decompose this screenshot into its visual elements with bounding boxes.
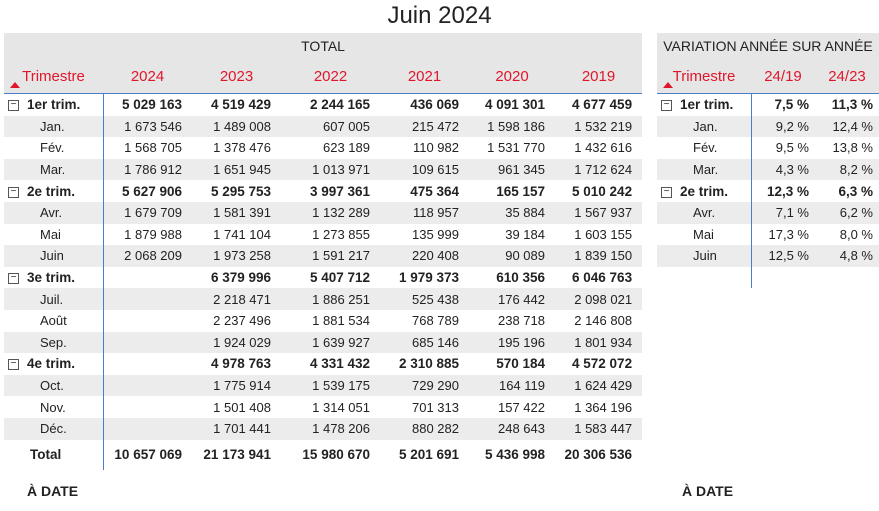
row-label-text: Jan. bbox=[40, 118, 65, 134]
minus-box-icon[interactable]: − bbox=[661, 100, 672, 111]
value-cell: 610 356 bbox=[496, 270, 545, 286]
row-label[interactable] bbox=[4, 267, 103, 289]
value-cell bbox=[103, 310, 192, 332]
value-cell: 4 572 072 bbox=[572, 356, 633, 372]
value-cell: 2 098 021 bbox=[555, 288, 642, 310]
value-cell: 1 581 391 bbox=[192, 202, 281, 224]
total-table bbox=[4, 33, 642, 470]
value-cell: 1 532 219 bbox=[555, 116, 642, 138]
year-header-2020[interactable]: 2020 bbox=[469, 59, 555, 94]
month-row bbox=[4, 418, 642, 440]
month-row bbox=[657, 137, 879, 159]
value-cell: 1 583 447 bbox=[555, 418, 642, 440]
value-cell: 5 029 163 bbox=[121, 97, 182, 113]
value-cell: 135 999 bbox=[412, 226, 459, 242]
value-cell: 118 957 bbox=[380, 202, 469, 224]
row-label bbox=[4, 288, 103, 310]
row-label-text: Mar. bbox=[40, 162, 66, 178]
year-header-2019[interactable]: 2019 bbox=[555, 59, 642, 94]
value-cell: 2 310 885 bbox=[398, 356, 459, 372]
row-label-text: 1er trim. bbox=[27, 97, 81, 113]
quarter-row bbox=[4, 353, 642, 375]
month-row bbox=[4, 202, 642, 224]
value-cell: 4 331 432 bbox=[309, 356, 370, 372]
sort-up-caret-icon[interactable] bbox=[10, 82, 20, 88]
adate-variation-label: À DATE bbox=[682, 483, 734, 499]
minus-box-icon[interactable]: − bbox=[8, 100, 19, 111]
value-cell bbox=[103, 288, 192, 310]
total-row bbox=[4, 440, 642, 470]
row-label-text: Jan. bbox=[693, 118, 718, 134]
value-cell: 1 741 104 bbox=[213, 226, 271, 242]
value-cell: 623 189 bbox=[323, 140, 370, 156]
total-value: 20 306 536 bbox=[564, 447, 633, 462]
value-cell: 1 531 770 bbox=[487, 140, 545, 156]
value-cell bbox=[103, 353, 192, 375]
value-cell: 6,2 % bbox=[815, 202, 879, 224]
value-cell: 7,1 % bbox=[751, 202, 815, 224]
value-cell: 2 068 209 bbox=[103, 245, 192, 267]
value-cell: 1 489 008 bbox=[192, 116, 281, 138]
row-label-text: Nov. bbox=[40, 399, 66, 415]
row-label-text: Juil. bbox=[40, 291, 64, 307]
value-cell: 1 378 476 bbox=[213, 140, 271, 156]
value-cell: 6,3 % bbox=[838, 183, 873, 199]
row-label bbox=[657, 202, 751, 224]
row-label-text: Fév. bbox=[693, 140, 718, 156]
variation-group-header: VARIATION ANNÉE SUR ANNÉE bbox=[657, 33, 879, 59]
row-label-text: 2e trim. bbox=[27, 183, 76, 199]
total-value: 15 980 670 bbox=[302, 447, 370, 462]
value-cell: 8,2 % bbox=[815, 159, 879, 181]
row-label bbox=[4, 245, 103, 267]
value-cell: 685 146 bbox=[380, 332, 469, 354]
row-label-text: Déc. bbox=[40, 421, 67, 437]
value-cell: 4 978 763 bbox=[210, 356, 271, 372]
value-cell: 1 775 914 bbox=[192, 375, 281, 397]
row-label-text: Août bbox=[40, 313, 67, 329]
value-cell: 9,2 % bbox=[751, 116, 815, 138]
row-label bbox=[4, 159, 103, 181]
quarter-row bbox=[657, 180, 879, 202]
filler-cell bbox=[751, 267, 815, 289]
row-label-text: 1er trim. bbox=[680, 97, 734, 113]
filler-label bbox=[657, 267, 751, 289]
month-row bbox=[4, 116, 642, 138]
month-row bbox=[4, 310, 642, 332]
row-label-text: Mar. bbox=[693, 162, 719, 178]
value-cell: 8,0 % bbox=[839, 226, 873, 242]
value-cell: 1 567 937 bbox=[555, 202, 642, 224]
row-label-text: 2e trim. bbox=[680, 183, 729, 199]
row-label-text: Mai bbox=[693, 226, 714, 242]
filler-cell bbox=[815, 267, 879, 289]
row-label-text: Fév. bbox=[40, 140, 65, 156]
value-cell bbox=[103, 375, 192, 397]
value-cell: 90 089 bbox=[469, 245, 555, 267]
value-cell: 5 295 753 bbox=[210, 183, 271, 199]
value-cell: 1 568 705 bbox=[124, 140, 182, 156]
value-cell: 607 005 bbox=[281, 116, 380, 138]
year-header-2021[interactable]: 2021 bbox=[380, 59, 469, 94]
month-row bbox=[4, 137, 642, 159]
row-label bbox=[4, 375, 103, 397]
value-cell: 6 046 763 bbox=[572, 270, 633, 286]
value-cell: 248 643 bbox=[469, 418, 555, 440]
value-cell: 1 432 616 bbox=[574, 140, 633, 156]
value-cell bbox=[103, 396, 192, 418]
row-label-text: Avr. bbox=[40, 205, 63, 221]
row-label-text: Oct. bbox=[40, 378, 64, 394]
quarter-row bbox=[4, 180, 642, 202]
value-cell: 39 184 bbox=[505, 226, 545, 242]
minus-box-icon[interactable]: − bbox=[8, 187, 19, 198]
value-cell: 570 184 bbox=[496, 356, 545, 372]
value-cell: 1 886 251 bbox=[281, 288, 380, 310]
value-cell bbox=[103, 418, 192, 440]
row-label bbox=[4, 310, 103, 332]
page-title: Juin 2024 bbox=[387, 2, 492, 29]
value-cell bbox=[103, 267, 192, 289]
value-cell: 2 244 165 bbox=[309, 97, 370, 113]
value-cell: 13,8 % bbox=[832, 140, 873, 156]
value-cell bbox=[103, 332, 192, 354]
value-cell: 525 438 bbox=[380, 288, 469, 310]
row-label bbox=[657, 245, 751, 267]
row-label-text: Sep. bbox=[40, 334, 67, 350]
value-cell: 11,3 % bbox=[831, 97, 873, 113]
row-label-text: 4e trim. bbox=[27, 356, 76, 372]
value-cell: 1 539 175 bbox=[281, 375, 380, 397]
trimestre-column-header[interactable]: Trimestre bbox=[657, 59, 751, 94]
value-cell: 1 881 534 bbox=[312, 313, 370, 329]
row-label bbox=[4, 202, 103, 224]
value-cell: 1 314 051 bbox=[312, 399, 370, 415]
value-cell: 1 624 429 bbox=[555, 375, 642, 397]
value-cell: 1 478 206 bbox=[281, 418, 380, 440]
value-cell: 1 364 196 bbox=[574, 399, 633, 415]
month-row bbox=[4, 159, 642, 181]
month-row bbox=[657, 159, 879, 181]
value-cell: 1 639 927 bbox=[281, 332, 380, 354]
value-cell: 164 119 bbox=[469, 375, 555, 397]
month-row bbox=[4, 224, 642, 246]
row-label-text: 3e trim. bbox=[27, 270, 76, 286]
row-label-text: Mai bbox=[40, 226, 61, 242]
value-cell: 1 603 155 bbox=[574, 226, 633, 242]
value-cell: 6 379 996 bbox=[210, 270, 271, 286]
value-cell: 5 627 906 bbox=[121, 183, 182, 199]
value-cell: 7,5 % bbox=[774, 97, 809, 113]
value-cell: 17,3 % bbox=[768, 226, 809, 242]
value-cell: 4 519 429 bbox=[210, 97, 271, 113]
value-cell: 2 218 471 bbox=[192, 288, 281, 310]
row-label-text: Juin bbox=[693, 248, 717, 264]
variation-table bbox=[657, 33, 879, 288]
month-row bbox=[657, 116, 879, 138]
total-label: Total bbox=[4, 440, 103, 470]
month-row bbox=[4, 245, 642, 267]
value-cell: 1 273 855 bbox=[312, 226, 370, 242]
value-cell: 1 839 150 bbox=[555, 245, 642, 267]
value-cell: 110 982 bbox=[412, 140, 459, 156]
value-cell: 1 651 945 bbox=[192, 159, 281, 181]
quarter-row bbox=[657, 94, 879, 116]
value-cell: 1 598 186 bbox=[469, 116, 555, 138]
value-cell: 3 997 361 bbox=[309, 183, 370, 199]
row-label[interactable] bbox=[4, 353, 103, 375]
year-header-2022[interactable]: 2022 bbox=[281, 59, 380, 94]
value-cell: 1 973 258 bbox=[192, 245, 281, 267]
value-cell: 1 879 988 bbox=[124, 226, 182, 242]
total-value: 5 436 998 bbox=[484, 447, 545, 462]
row-label[interactable] bbox=[657, 180, 751, 202]
month-row bbox=[657, 202, 879, 224]
value-cell: 35 884 bbox=[469, 202, 555, 224]
total-group-header: TOTAL bbox=[4, 33, 642, 59]
minus-box-icon[interactable]: − bbox=[8, 273, 19, 284]
value-cell: 12,4 % bbox=[815, 116, 879, 138]
value-cell: 165 157 bbox=[496, 183, 545, 199]
total-value: 5 201 691 bbox=[398, 447, 459, 462]
value-cell: 5 010 242 bbox=[572, 183, 633, 199]
value-cell: 1 132 289 bbox=[281, 202, 380, 224]
value-cell: 1 712 624 bbox=[555, 159, 642, 181]
value-cell: 1 013 971 bbox=[281, 159, 380, 181]
row-label bbox=[4, 396, 103, 418]
filler-row bbox=[657, 267, 879, 289]
value-cell: 2 146 808 bbox=[574, 313, 633, 329]
value-cell: 2 237 496 bbox=[213, 313, 271, 329]
value-cell: 4,8 % bbox=[815, 245, 879, 267]
value-cell: 701 313 bbox=[412, 399, 459, 415]
row-label[interactable] bbox=[4, 180, 103, 202]
sort-up-caret-icon[interactable] bbox=[663, 82, 673, 88]
month-row bbox=[4, 288, 642, 310]
row-label bbox=[4, 116, 103, 138]
value-cell: 729 290 bbox=[380, 375, 469, 397]
value-cell: 4 677 459 bbox=[572, 97, 633, 113]
row-label-text: Avr. bbox=[693, 205, 716, 221]
value-cell: 475 364 bbox=[410, 183, 459, 199]
value-cell: 436 069 bbox=[410, 97, 459, 113]
value-cell: 1 924 029 bbox=[192, 332, 281, 354]
minus-box-icon[interactable]: − bbox=[8, 359, 19, 370]
value-cell: 961 345 bbox=[469, 159, 555, 181]
value-cell: 1 591 217 bbox=[281, 245, 380, 267]
total-value: 21 173 941 bbox=[203, 447, 271, 462]
value-cell: 220 408 bbox=[380, 245, 469, 267]
row-label bbox=[657, 224, 751, 246]
value-cell: 1 701 441 bbox=[192, 418, 281, 440]
value-cell: 12,3 % bbox=[766, 183, 809, 199]
value-cell: 768 789 bbox=[412, 313, 459, 329]
year-header-2024[interactable]: 2024 bbox=[103, 59, 192, 94]
trimestre-column-header[interactable]: Trimestre bbox=[4, 59, 103, 94]
adate-label: À DATE bbox=[27, 483, 79, 499]
row-label[interactable] bbox=[657, 94, 751, 116]
adate-row bbox=[0, 476, 879, 506]
quarter-row bbox=[4, 267, 642, 289]
row-label bbox=[4, 224, 103, 246]
month-row bbox=[4, 332, 642, 354]
variation-header-24-23[interactable]: 24/23 bbox=[815, 59, 879, 94]
value-cell: 1 801 934 bbox=[555, 332, 642, 354]
row-label bbox=[4, 332, 103, 354]
value-cell: 1 979 373 bbox=[398, 270, 459, 286]
value-cell: 1 786 912 bbox=[103, 159, 192, 181]
value-cell: 12,5 % bbox=[751, 245, 815, 267]
year-header-2023[interactable]: 2023 bbox=[192, 59, 281, 94]
month-row bbox=[657, 245, 879, 267]
row-label bbox=[657, 116, 751, 138]
value-cell: 157 422 bbox=[498, 399, 545, 415]
month-row bbox=[4, 396, 642, 418]
total-value: 10 657 069 bbox=[114, 447, 182, 462]
month-row bbox=[4, 375, 642, 397]
value-cell: 1 501 408 bbox=[213, 399, 271, 415]
value-cell: 109 615 bbox=[380, 159, 469, 181]
row-label bbox=[4, 137, 103, 159]
value-cell: 195 196 bbox=[469, 332, 555, 354]
row-label-text: Juin bbox=[40, 248, 64, 264]
row-label[interactable] bbox=[4, 94, 103, 116]
row-label bbox=[657, 159, 751, 181]
value-cell: 9,5 % bbox=[775, 140, 809, 156]
quarter-row bbox=[4, 94, 642, 116]
value-cell: 4 091 301 bbox=[484, 97, 545, 113]
row-label bbox=[4, 418, 103, 440]
row-label bbox=[657, 137, 751, 159]
month-row bbox=[657, 224, 879, 246]
value-cell: 4,3 % bbox=[751, 159, 815, 181]
value-cell: 1 673 546 bbox=[103, 116, 192, 138]
value-cell: 215 472 bbox=[380, 116, 469, 138]
value-cell: 1 679 709 bbox=[103, 202, 192, 224]
value-cell: 880 282 bbox=[380, 418, 469, 440]
value-cell: 176 442 bbox=[469, 288, 555, 310]
minus-box-icon[interactable]: − bbox=[661, 187, 672, 198]
variation-header-24-19[interactable]: 24/19 bbox=[751, 59, 815, 94]
value-cell: 238 718 bbox=[498, 313, 545, 329]
value-cell: 5 407 712 bbox=[309, 270, 370, 286]
